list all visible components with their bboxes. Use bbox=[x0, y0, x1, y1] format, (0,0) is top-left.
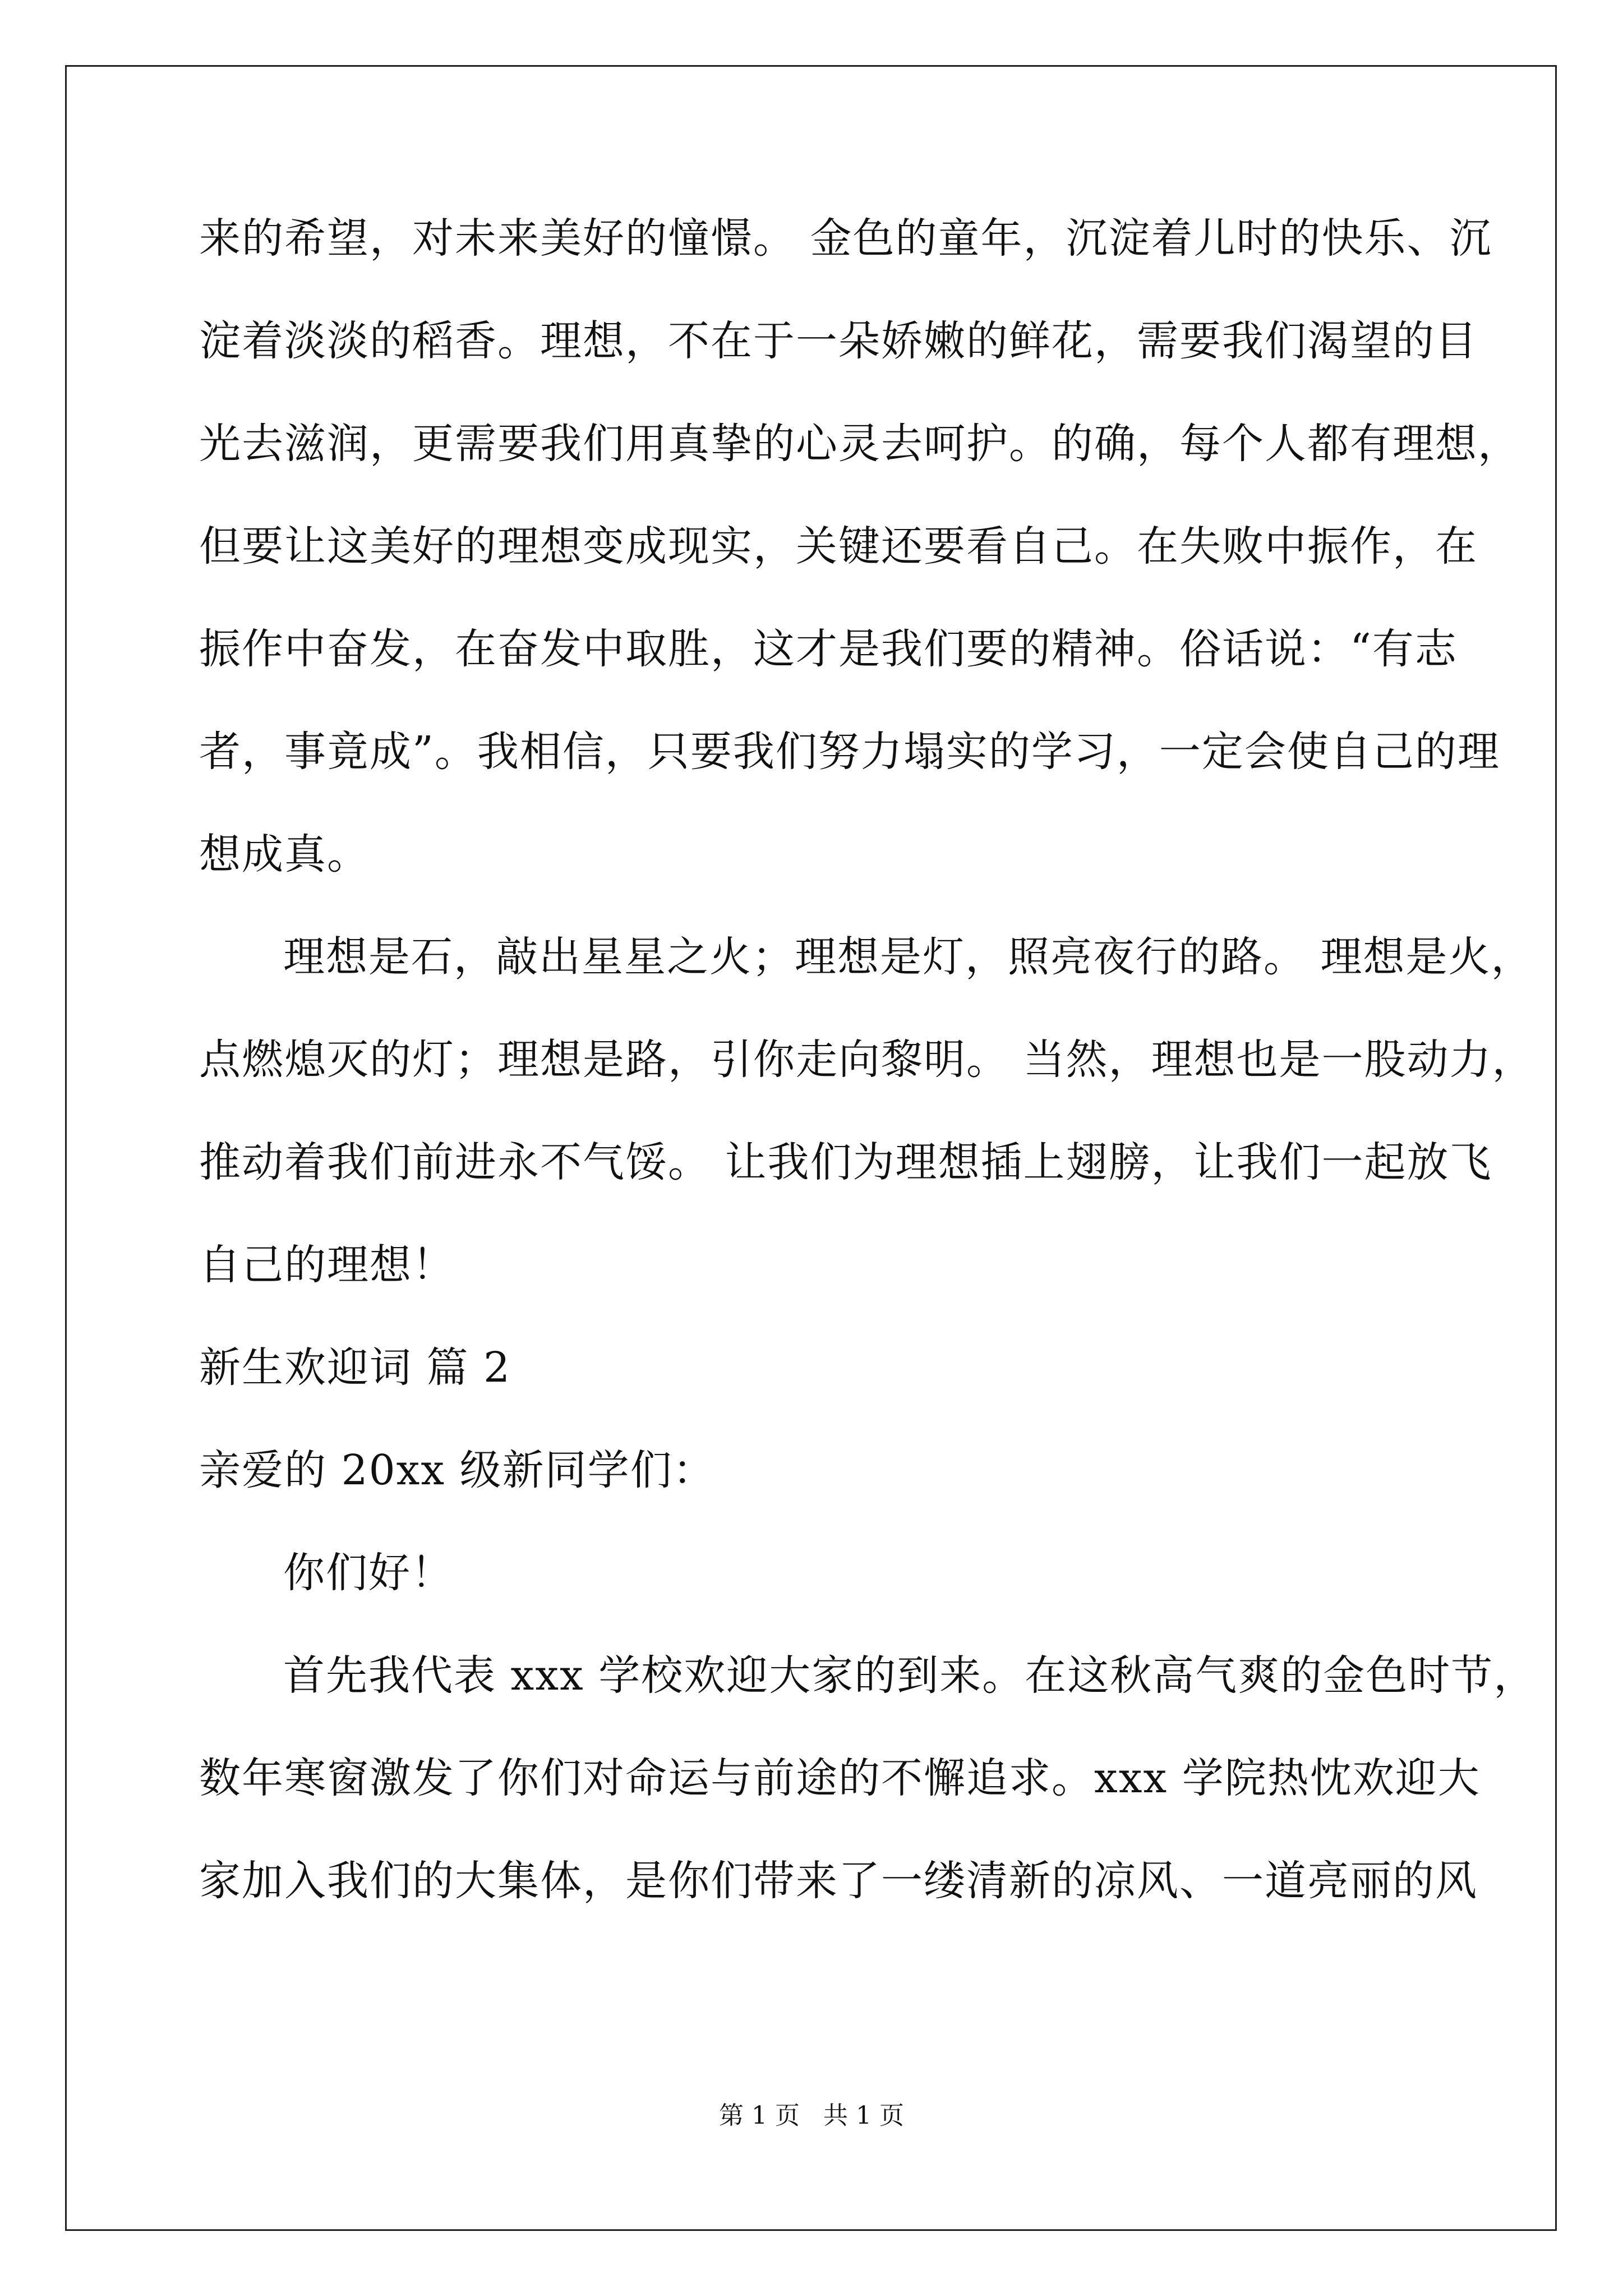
text-line: 光去滋润，更需要我们用真挚的心灵去呵护。的确，每个人都有理想， bbox=[199, 420, 1520, 468]
text-line: 但要让这美好的理想变成现实，关键还要看自己。在失败中振作，在 bbox=[199, 522, 1478, 570]
text-line: 家加入我们的大集体，是你们带来了一缕清新的凉风、一道亮丽的风 bbox=[199, 1857, 1478, 1905]
text-line: 自己的理想！ bbox=[199, 1241, 455, 1289]
text-line: 淀着淡淡的稻香。理想，不在于一朵娇嫩的鲜花，需要我们渴望的目 bbox=[199, 317, 1478, 365]
page-footer: 第 1 页 共 1 页 bbox=[719, 2101, 904, 2130]
text-line: 来的希望，对未来美好的憧憬。 金色的童年，沉淀着儿时的快乐、沉 bbox=[199, 214, 1492, 263]
text-line: 振作中奋发，在奋发中取胜，这才是我们要的精神。俗话说：“有志 bbox=[199, 625, 1458, 673]
text-line: 推动着我们前进永不气馁。 让我们为理想插上翅膀，让我们一起放飞 bbox=[199, 1138, 1492, 1186]
salutation: 亲爱的 20xx 级新同学们： bbox=[199, 1446, 716, 1494]
text-line: 点燃熄灭的灯；理想是路，引你走向黎明。 当然，理想也是一股动力， bbox=[199, 1036, 1535, 1084]
section-heading: 新生欢迎词 篇 2 bbox=[199, 1343, 511, 1392]
text-line: 想成真。 bbox=[199, 830, 370, 878]
text-line: 首先我代表 xxx 学校欢迎大家的到来。在这秋高气爽的金色时节， bbox=[283, 1651, 1537, 1700]
greeting: 你们好！ bbox=[283, 1549, 454, 1597]
text-line: 理想是石，敲出星星之火；理想是灯，照亮夜行的路。 理想是火， bbox=[283, 933, 1534, 981]
text-line: 数年寒窗激发了你们对命运与前途的不懈追求。xxx 学院热忱欢迎大 bbox=[199, 1754, 1481, 1802]
text-line: 者，事竟成”。我相信，只要我们努力塌实的学习，一定会使自己的理 bbox=[199, 728, 1500, 776]
